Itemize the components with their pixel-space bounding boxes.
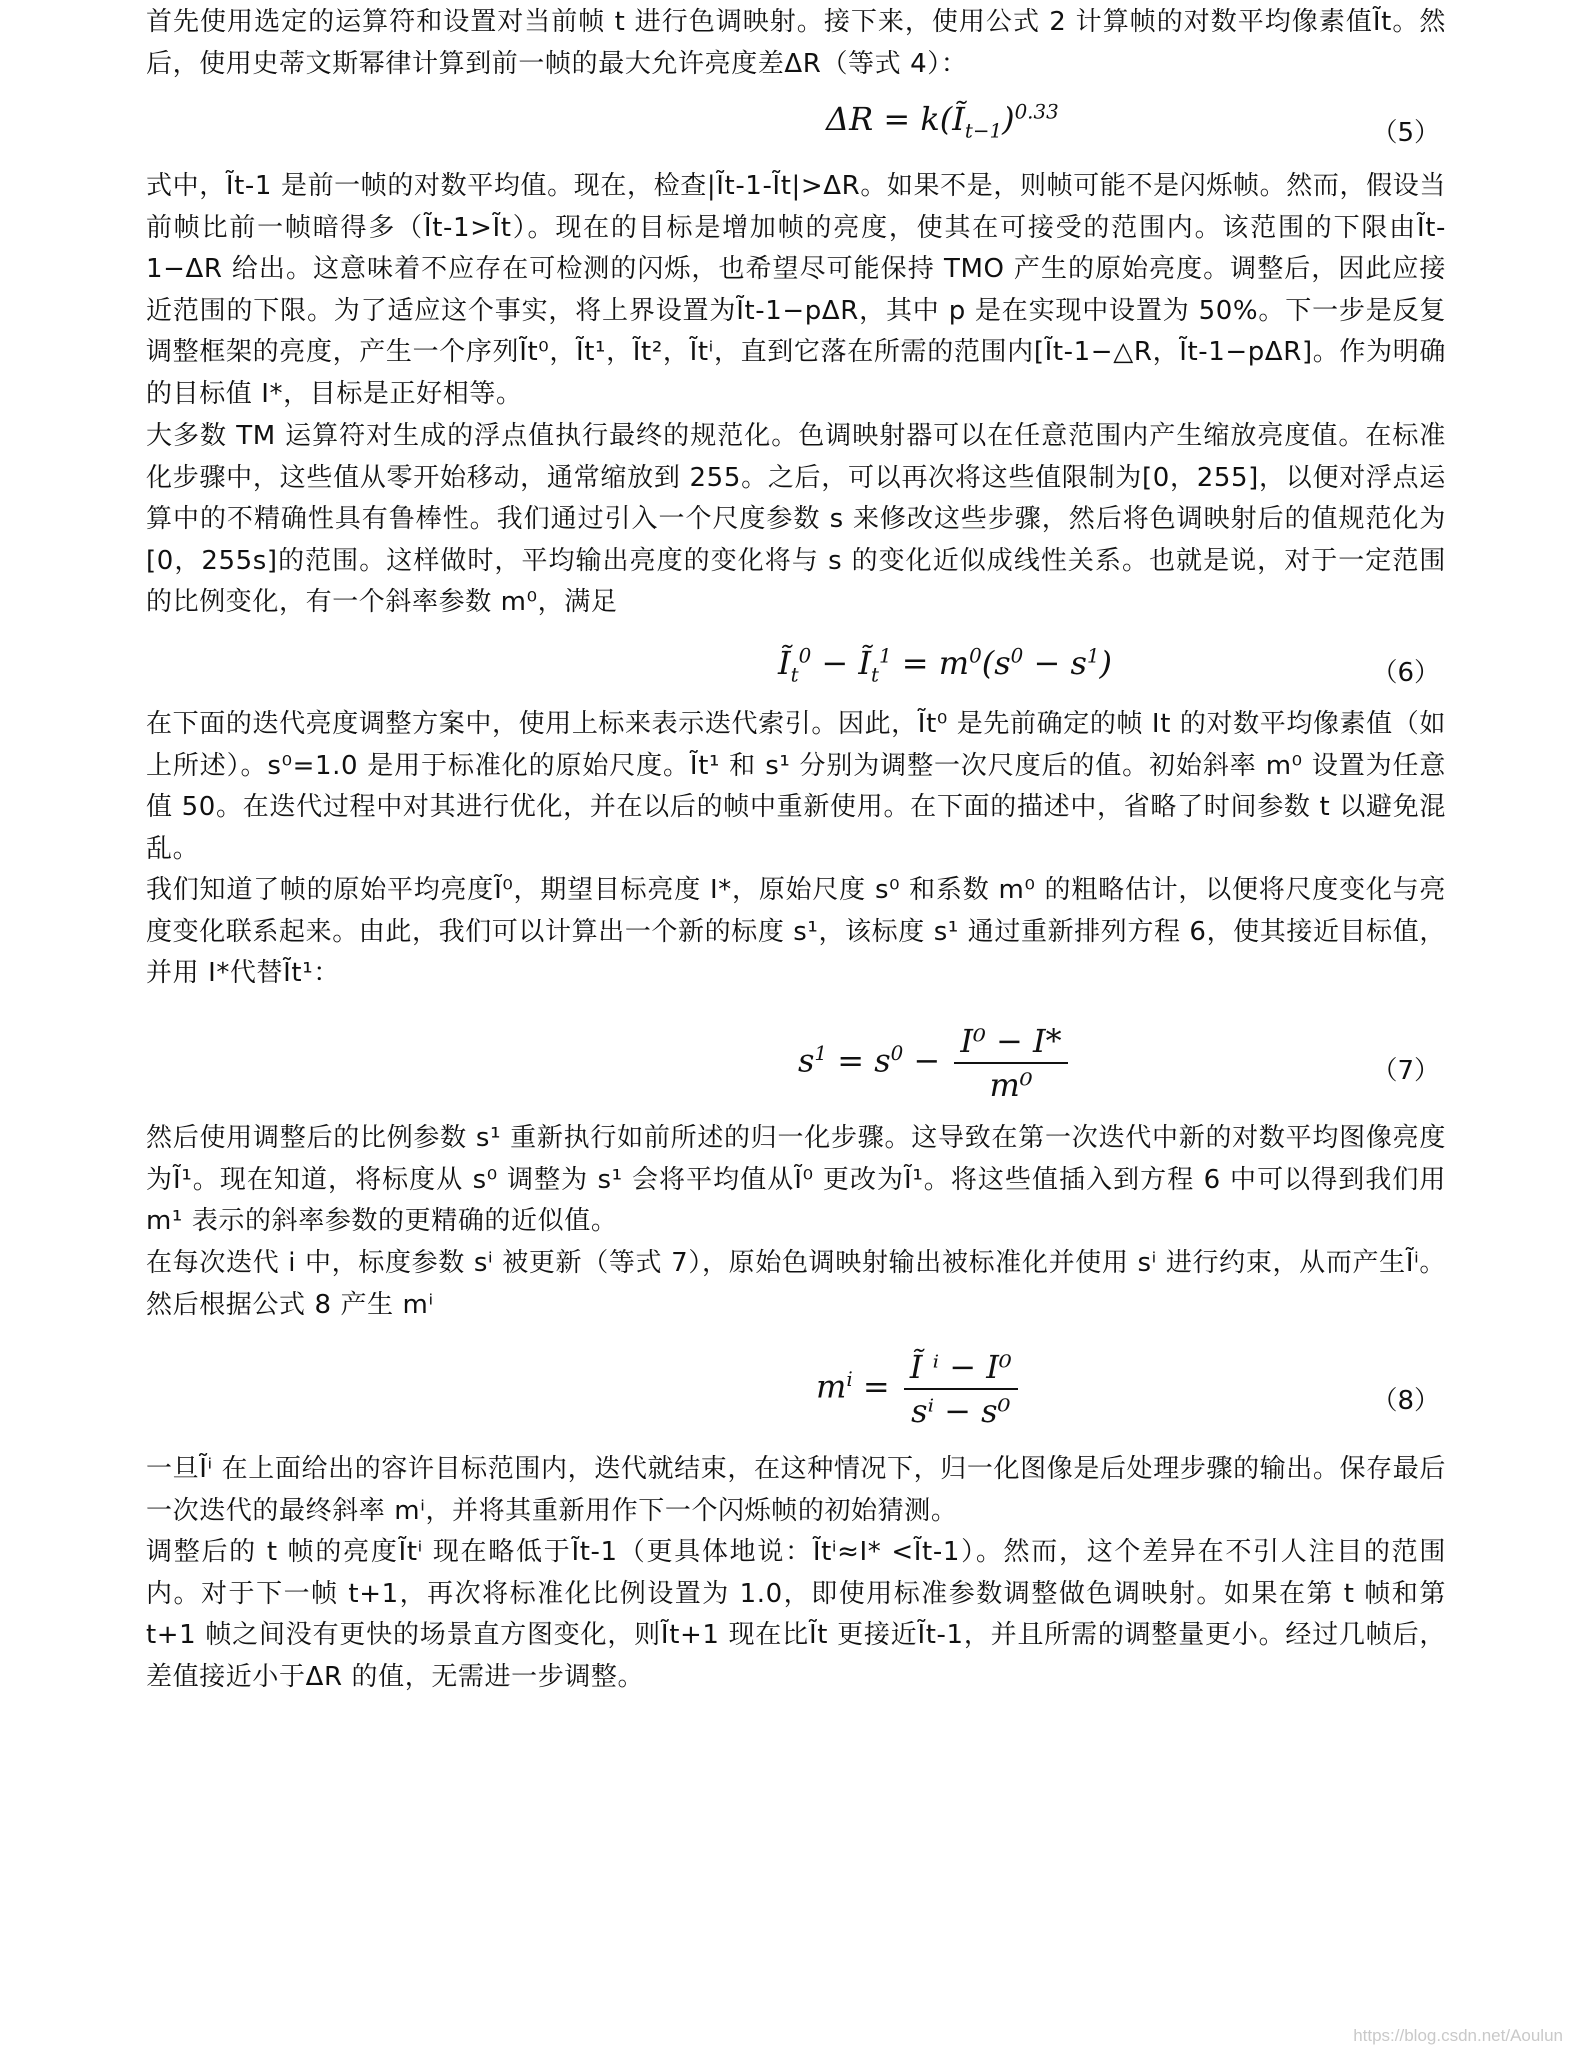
equation-8-number: （8）: [1371, 1386, 1440, 1416]
paragraph-8: 一旦Ĩⁱ 在上面给出的容许目标范围内，迭代就结束，在这种情况下，归一化图像是后处理步骤的输出。保存最后一次迭代的最终斜率 mⁱ，并将其重新用作下一个闪烁帧的初始猜测。: [146, 1454, 1446, 1526]
equation-7-number: （7）: [1371, 1056, 1440, 1086]
paragraph-2: 式中，Ĩt-1 是前一帧的对数平均值。现在，检查|Ĩt-1-Ĩt|>ΔR。如果不是，则帧可能不是闪烁帧。然而，假设当前帧比前一帧暗得多（Ĩt-1>Ĩt）。现在的目标是增加帧的亮度，使其在可接受的范围内。该范围的下限由Ĩt-1−ΔR 给出。这意味着不应存在可检测的闪烁，也希望尽可能保持 TMO 产生的原始亮度。调整后，因此应接近范围的下限。为了适应这个事实，将上界设置为Ĩt-1−pΔR，其中 p 是在实现中设置为 50%。下一步是反复调整框架的亮度，产生一个序列Ĩt⁰，Ĩt¹，Ĩt²，Ĩtⁱ，直到它落在所需的范围内[Ĩt-1−△R，Ĩt-1−pΔR]。作为明确的目标值 I*，目标是正好相等。: [146, 171, 1446, 409]
equation-7-fraction: $\frac{\text{I⁰ − I*}}{\text{m⁰}}$: [954, 1022, 1067, 1104]
equation-8: [146, 1340, 1446, 1450]
equation-8-formula: $m^i$ = $\frac{\text{Ĩ ⁱ − I⁰}}{\text{sⁱ − s⁰}}$: [816, 1348, 1022, 1430]
equation-7-formula: $s^1 = s^0$ − $\frac{\text{I⁰ − I*}}{\text{m⁰}}$: [798, 1022, 1072, 1104]
paragraph-5: 我们知道了帧的原始平均亮度Ĩ⁰，期望目标亮度 I*，原始尺度 s⁰ 和系数 m⁰ 的粗略估计，以便将尺度变化与亮度变化联系起来。由此，我们可以计算出一个新的标度 s¹，该标度 s¹ 通过重新排列方程 6，使其接近目标值，并用 I*代替Ĩt¹：: [146, 875, 1446, 988]
equation-5-formula: $\Delta R = k(Ĩ_{t-1})^{0.33}$: [826, 100, 1059, 143]
watermark: https://blog.csdn.net/Aoulun: [1353, 2026, 1563, 2045]
equation-8-fraction: $\frac{\text{Ĩ ⁱ − I⁰}}{\text{sⁱ − s⁰}}$: [904, 1348, 1018, 1430]
paragraph-9: 调整后的 t 帧的亮度Ĩtⁱ 现在略低于Ĩt-1（更具体地说：Ĩtⁱ≈I* <Ĩt-1）。然而，这个差异在不引人注目的范围内。对于下一帧 t+1，再次将标准化比例设置为 1.0，即使用标准参数调整做色调映射。如果在第 t 帧和第 t+1 帧之间没有更快的场景直方图变化，则Ĩt+1 现在比Ĩt 更接近Ĩt-1，并且所需的调整量更小。经过几帧后，差值接近小于ΔR 的值，无需进一步调整。: [146, 1537, 1446, 1692]
equation-6-number: （6）: [1371, 658, 1440, 688]
equation-5: [146, 86, 1446, 176]
paragraph-7: 在每次迭代 i 中，标度参数 sⁱ 被更新（等式 7），原始色调映射输出被标准化并使用 sⁱ 进行约束，从而产生Ĩⁱ。然后根据公式 8 产生 mⁱ: [146, 1248, 1446, 1320]
equation-7: [146, 1010, 1446, 1120]
paragraph-1: 首先使用选定的运算符和设置对当前帧 t 进行色调映射。接下来，使用公式 2 计算帧的对数平均像素值Ĩt。然后，使用史蒂文斯幂律计算到前一帧的最大允许亮度差ΔR（等式 4）：: [146, 7, 1446, 79]
paragraph-3: 大多数 TM 运算符对生成的浮点值执行最终的规范化。色调映射器可以在任意范围内产生缩放亮度值。在标准化步骤中，这些值从零开始移动，通常缩放到 255。之后，可以再次将这些值限制为[0，255]，以便对浮点运算中的不精确性具有鲁棒性。我们通过引入一个尺度参数 s 来修改这些步骤，然后将色调映射后的值规范化为[0，255s]的范围。这样做时，平均输出亮度的变化将与 s 的变化近似成线性关系。也就是说，对于一定范围的比例变化，有一个斜率参数 m⁰，满足: [146, 421, 1446, 617]
equation-6-formula: $Ĩ_t^0$ − $Ĩ_t^1 = m^0(s^0 - s^1)$: [778, 644, 1112, 687]
equation-6: [146, 622, 1446, 712]
equation-5-number: （5）: [1371, 118, 1440, 148]
paragraph-4: 在下面的迭代亮度调整方案中，使用上标来表示迭代索引。因此，Ĩt⁰ 是先前确定的帧 It 的对数平均像素值（如上所述）。s⁰=1.0 是用于标准化的原始尺度。Ĩt¹ 和 s¹ 分别为调整一次尺度后的值。初始斜率 m⁰ 设置为任意值 50。在迭代过程中对其进行优化，并在以后的帧中重新使用。在下面的描述中，省略了时间参数 t 以避免混乱。: [146, 709, 1446, 864]
paragraph-6: 然后使用调整后的比例参数 s¹ 重新执行如前所述的归一化步骤。这导致在第一次迭代中新的对数平均图像亮度为Ĩ¹。现在知道，将标度从 s⁰ 调整为 s¹ 会将平均值从Ĩ⁰ 更改为Ĩ¹。将这些值插入到方程 6 中可以得到我们用 m¹ 表示的斜率参数的更精确的近似值。: [146, 1123, 1446, 1236]
